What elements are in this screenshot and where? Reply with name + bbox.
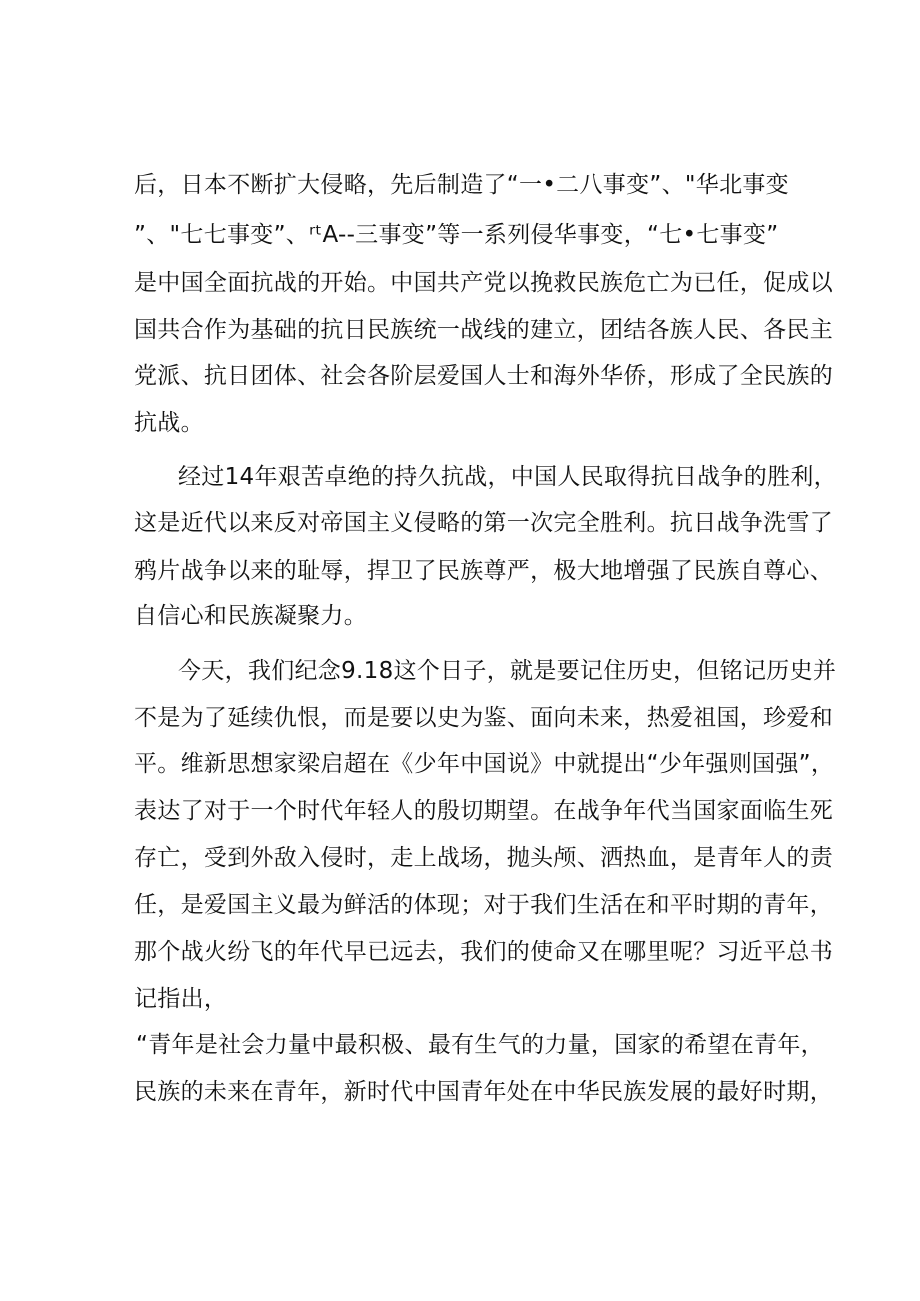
text-line: 平。维新思想家梁启超在《少年中国说》中就提出“少年强则国强”， [134, 751, 835, 777]
text-line: 不是为了延续仇恨，而是要以史为鉴、面向未来，热爱祖国，珍爱和 [134, 705, 833, 731]
text-line: 这是近代以来反对帝国主义侵略的第一次完全胜利。抗日战争洗雪了 [134, 510, 833, 536]
text-line: 抗战。 [134, 410, 204, 436]
text-line: 那个战火纷飞的年代早已远去，我们的使命又在哪里呢？习近平总书 [134, 939, 833, 965]
text-line: 鸦片战争以来的耻辱，捍卫了民族尊严，极大地增强了民族自尊心、 [134, 558, 833, 584]
text-line: 民族的未来在青年，新时代中国青年处在中华民族发展的最好时期， [134, 1079, 833, 1105]
text-line: 存亡，受到外敌入侵时，走上战场，抛头颅、洒热血，是青年人的责 [134, 845, 833, 871]
text-line: 表达了对于一个时代年轻人的殷切期望。在战争年代当国家面临生死 [134, 798, 833, 824]
text-line: 任，是爱国主义最为鲜活的体现；对于我们生活在和平时期的青年， [134, 892, 833, 918]
text-line: ”、"七七事变”、ʳᵗA--三事变”等一系列侵华事变，“七•七事变” [134, 222, 779, 248]
text-line: 是中国全面抗战的开始。中国共产党以挽救民族危亡为已任，促成以 [134, 270, 833, 296]
paragraph-start-line: 经过14年艰苦卓绝的持久抗战，中国人民取得抗日战争的胜利， [178, 464, 837, 490]
text-line: 国共合作为基础的抗日民族统一战线的建立，团结各族人民、各民主 [134, 317, 833, 343]
text-line: 自信心和民族凝聚力。 [134, 603, 367, 629]
text-line: 后，日本不断扩大侵略，先后制造了“一•二八事变”、"华北事变 [134, 172, 789, 198]
text-line: 记指出， [134, 986, 228, 1012]
quote-line: “青年是社会力量中最积极、最有生气的力量，国家的希望在青年， [136, 1032, 824, 1058]
text-line: 党派、抗日团体、社会各阶层爱国人士和海外华侨，形成了全民族的 [134, 363, 833, 389]
paragraph-start-line: 今天，我们纪念9.18这个日子，就是要记住历史，但铭记历史并 [178, 658, 837, 684]
